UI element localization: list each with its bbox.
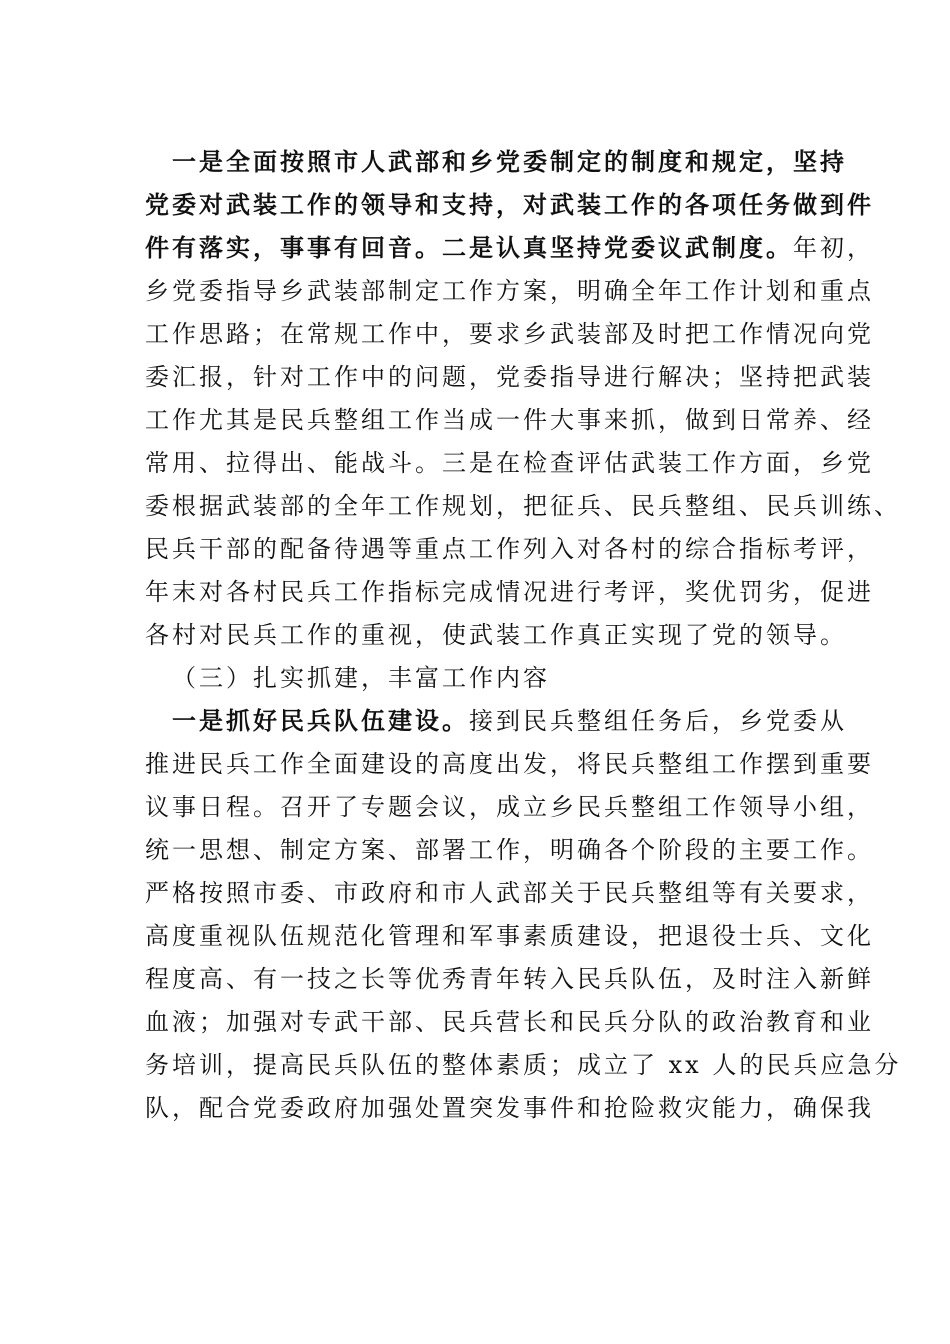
- text-run: 队，配合党委政府加强处置突发事件和抢险救灾能力，确保我: [145, 1094, 874, 1122]
- paragraph-2-line-5: [145, 878, 874, 908]
- paragraph-2-line-7: [145, 964, 874, 994]
- text-run: 委根据武装部的全年工作规划，把征兵、民兵整组、民兵训练、: [145, 492, 901, 520]
- section-heading: （三）扎实抓建，丰富工作内容: [172, 664, 550, 692]
- text-run: 程度高、有一技之长等优秀青年转入民兵队伍，及时注入新鲜: [145, 965, 874, 993]
- paragraph-2-line-10: [145, 1093, 874, 1123]
- text-run: 各村对民兵工作的重视，使武装工作真正实现了党的领导。: [145, 621, 847, 649]
- paragraph-1-line-7: [145, 405, 874, 435]
- bold-run: 党委对武装工作的领导和支持，对武装工作的各项任务做到件: [145, 190, 874, 219]
- paragraph-1-line-8: [145, 448, 874, 478]
- paragraph-2-line-6: [145, 921, 874, 951]
- paragraph-1-line-6: [145, 362, 874, 392]
- paragraph-1-line-5: [145, 319, 874, 349]
- text-run: 严格按照市委、市政府和市人武部关于民兵整组等有关要求，: [145, 879, 874, 907]
- bold-run: 一是抓好民兵队伍建设。: [172, 706, 469, 735]
- text-run: 统一思想、制定方案、部署工作，明确各个阶段的主要工作。: [145, 836, 874, 864]
- paragraph-2-line-8: [145, 1007, 874, 1037]
- paragraph-2-line-3: [145, 792, 874, 822]
- text-run: 务培训，提高民兵队伍的整体素质；成立了 xx 人的民兵应急分: [145, 1051, 902, 1079]
- text-run: 血液；加强对专武干部、民兵营长和民兵分队的政治教育和业: [145, 1008, 874, 1036]
- paragraph-2-line-2: [145, 749, 874, 779]
- paragraph-1-line-2: [145, 190, 874, 220]
- paragraph-1-line-10: [145, 534, 874, 564]
- text-run: 接到民兵整组任务后，乡党委从: [469, 707, 847, 735]
- paragraph-1-line-9: [145, 491, 901, 521]
- paragraph-1-line-12: [145, 620, 847, 650]
- paragraph-2-line-1: [172, 706, 847, 736]
- text-run: 推进民兵工作全面建设的高度出发，将民兵整组工作摆到重要: [145, 750, 874, 778]
- text-run: 乡党委指导乡武装部制定工作方案，明确全年工作计划和重点: [145, 277, 874, 305]
- paragraph-1-line-4: [145, 276, 874, 306]
- text-run: 年末对各村民兵工作指标完成情况进行考评，奖优罚劣，促进: [145, 578, 874, 606]
- text-run: 民兵干部的配备待遇等重点工作列入对各村的综合指标考评，: [145, 535, 874, 563]
- paragraph-2-line-4: [145, 835, 874, 865]
- text-run: 常用、拉得出、能战斗。三是在检查评估武装工作方面，乡党: [145, 449, 874, 477]
- text-run: 委汇报，针对工作中的问题，党委指导进行解决；坚持把武装: [145, 363, 874, 391]
- paragraph-2-line-9: [145, 1050, 901, 1080]
- paragraph-1-line-1: [172, 147, 847, 177]
- bold-run: 一是全面按照市人武部和乡党委制定的制度和规定，坚持: [172, 147, 847, 176]
- bold-run: 件有落实，事事有回音。二是认真坚持党委议武制度。: [145, 233, 793, 262]
- text-run: 工作思路；在常规工作中，要求乡武装部及时把工作情况向党: [145, 320, 874, 348]
- paragraph-1-line-11: [145, 577, 874, 607]
- text-run: 议事日程。召开了专题会议，成立乡民兵整组工作领导小组，: [145, 793, 874, 821]
- text-run: 高度重视队伍规范化管理和军事素质建设，把退役士兵、文化: [145, 922, 874, 950]
- paragraph-1-line-3: [145, 233, 874, 263]
- text-run: 工作尤其是民兵整组工作当成一件大事来抓，做到日常养、经: [145, 406, 874, 434]
- text-run: 年初，: [793, 234, 874, 262]
